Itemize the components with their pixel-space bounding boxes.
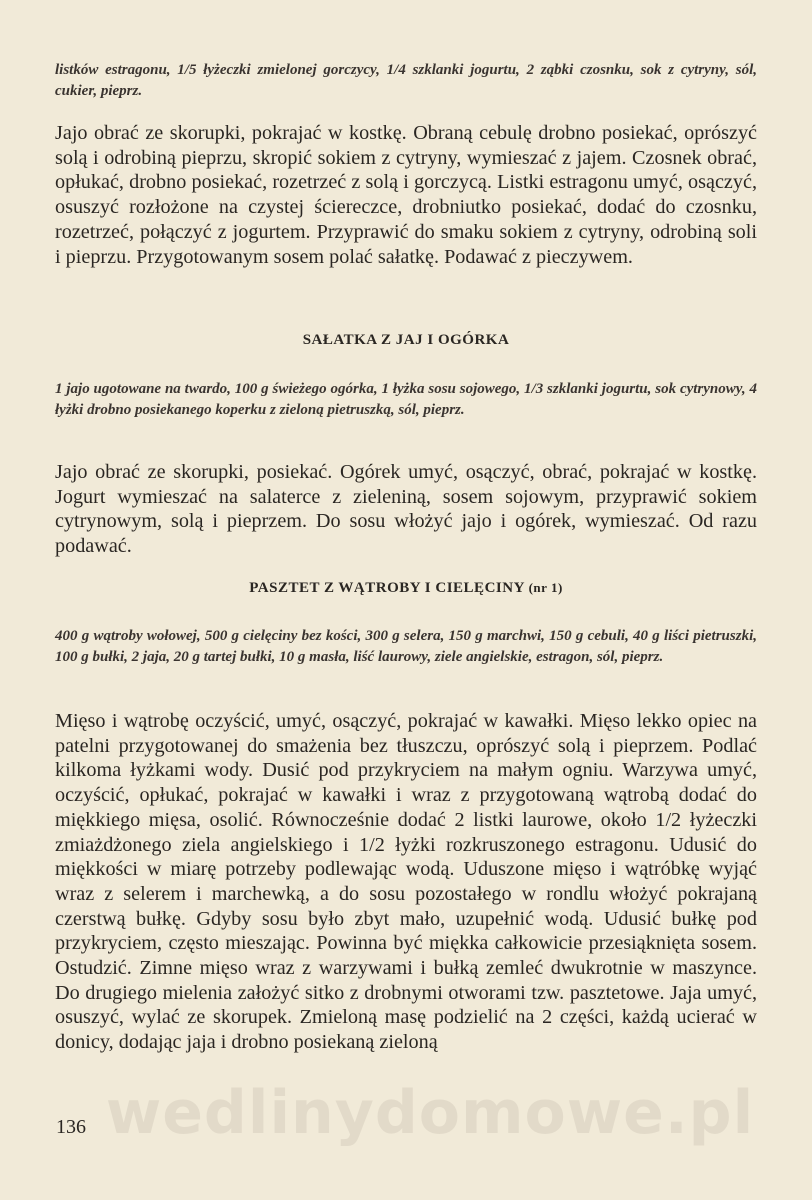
intro-ingredients: listków estragonu, 1/5 łyżeczki zmielonej gorczycy, 1/4 szklanki jogurtu, 2 ząbki czosnku, sok z cytryny, sól, cukier, pieprz.	[55, 62, 757, 99]
recipe-title-pate-text: PASZTET Z WĄTROBY I CIELĘCINY	[249, 580, 525, 596]
recipe-title-pate	[55, 580, 757, 597]
recipe-title-pate-suffix: (nr 1)	[528, 580, 563, 595]
recipe-title-salad	[55, 332, 757, 349]
recipe-instructions-pate: Mięso i wątrobę oczyścić, umyć, osączyć, pokrajać w kawałki. Mięso lekko opiec na patelni przygotowanej do smażenia bez tłuszczu, oprószyć solą i pieprzem. Podlać kilkoma łyżkami wody. Dusić pod przykryciem na małym ogniu. Warzywa umyć, oczyścić, opłukać, pokrajać w kawałki i wraz z przygotowaną wątrobą dodać do miękkiego mięsa, osolić. Równocześnie dodać 2 listki laurowe, około 1/2 łyżeczki zmiażdżonego ziela angielskiego i 1/2 łyżki rozkruszonego estragonu. Udusić do miękkości w miarę potrzeby podlewając wodą. Uduszone mięso i wątróbkę wyjąć wraz z selerem i marchewką, a do sosu pozostałego w rondlu włożyć pokrajaną czerstwą bułkę. Gdyby sosu było zbyt mało, uzupełnić wodą. Udusić bułkę pod przykryciem, często mieszając. Powinna być miękka całkowicie przesiąknięta sosem. Ostudzić. Zimne mięso wraz z warzywami i bułką zemleć dwukrotnie w maszynce. Do drugiego mielenia założyć sitko z drobnymi otworami tzw. pasztetowe. Jaja umyć, osuszyć, wylać ze skorupek. Zmieloną masę podzielić na 2 części, każdą ucierać w donicy, dodając jaja i drobno posiekaną zieloną	[55, 710, 757, 1054]
watermark: wedlinydomowe.pl	[105, 1078, 755, 1148]
recipe-ingredients-pate: 400 g wątroby wołowej, 500 g cielęciny bez kości, 300 g selera, 150 g marchwi, 150 g cebuli, 40 g liści pietruszki, 100 g bułki, 2 jaja, 20 g tartej bułki, 10 g masła, liść laurowy, ziele angielskie, estragon, sól, pieprz.	[55, 628, 757, 665]
recipe-ingredients-salad: 1 jajo ugotowane na twardo, 100 g świeżego ogórka, 1 łyżka sosu sojowego, 1/3 szklanki jogurtu, sok cytrynowy, 4 łyżki drobno posiekanego koperku z zieloną pietruszką, sól, pieprz.	[55, 381, 757, 418]
recipe-title-salad-text: SAŁATKA Z JAJ I OGÓRKA	[302, 332, 510, 348]
recipe-instructions-salad: Jajo obrać ze skorupki, posiekać. Ogórek umyć, osączyć, obrać, pokrajać w kostkę. Jogurt wymieszać na salaterce z zieleniną, sosem sojowym, przyprawić sokiem cytrynowym, solą i pieprzem. Do sosu włożyć jajo i ogórek, wymieszać. Od razu podawać.	[55, 461, 757, 558]
intro-instructions: Jajo obrać ze skorupki, pokrajać w kostkę. Obraną cebulę drobno posiekać, oprószyć solą i odrobiną pieprzu, skropić sokiem z cytryny, wymieszać z jajem. Czosnek obrać, opłukać, drobno posiekać, rozetrzeć z solą i gorczycą. Listki estragonu umyć, osączyć, osuszyć rozłożone na czystej ściereczce, drobniutko posiekać, dodać do czosnku, rozetrzeć, połączyć z jogurtem. Przyprawić do smaku sokiem z cytryny, odrobiną soli i pieprzu. Przygotowanym sosem polać sałatkę. Podawać z pieczywem.	[55, 122, 757, 268]
page-number: 136	[56, 1116, 86, 1138]
